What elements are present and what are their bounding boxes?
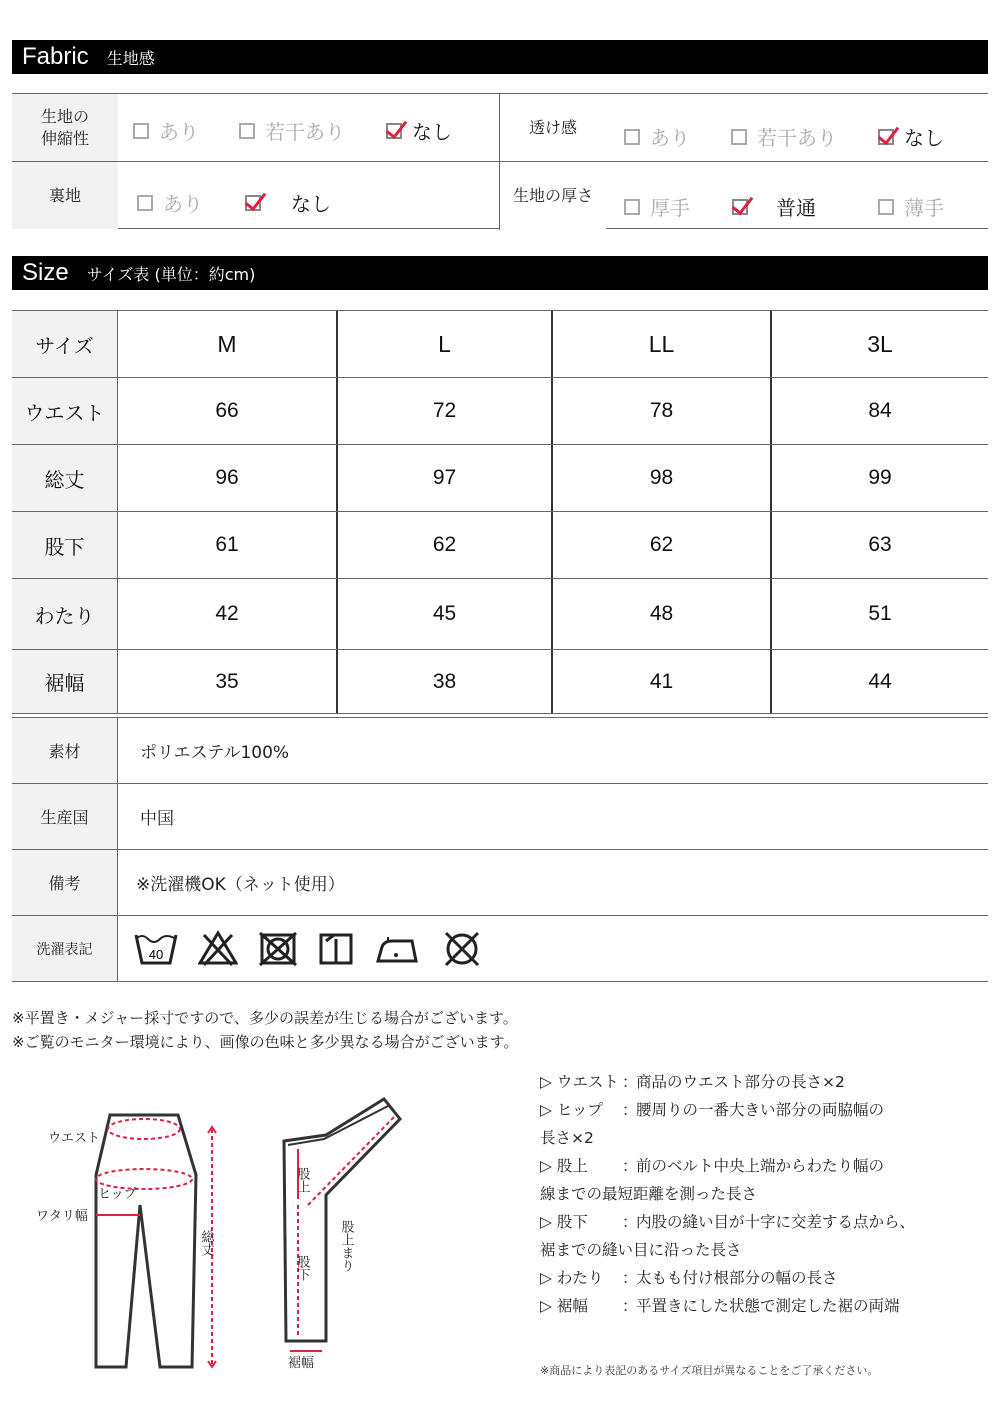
info-table bbox=[12, 717, 988, 982]
size-subtitle: サイズ表 (単位：約cm) bbox=[86, 264, 256, 284]
table-cell: 96 bbox=[118, 445, 338, 511]
thickness-label: 生地の厚さ bbox=[500, 162, 606, 229]
note-measure: ※平置き・メジャー採寸ですので、多少の誤差が生じる場合がございます。 bbox=[12, 1009, 518, 1027]
checkbox-icon bbox=[137, 195, 153, 211]
size-table bbox=[12, 310, 988, 714]
material-value: ポリエステル100% bbox=[140, 743, 290, 763]
checkbox-icon bbox=[624, 199, 640, 215]
diagram-rise-around-label: 股上まり bbox=[338, 1220, 354, 1272]
line-dry-icon bbox=[318, 929, 354, 969]
sheer-option-slight: 若干あり bbox=[731, 122, 837, 151]
fabric-title: Fabric bbox=[22, 43, 89, 70]
row-label-waist: ウエスト bbox=[12, 378, 118, 444]
diagram-hip-label: ヒップ bbox=[98, 1187, 137, 1202]
fabric-header-bar bbox=[12, 40, 988, 74]
table-row bbox=[12, 579, 988, 650]
list-item-cont: 裾までの縫い目に沿った長さ bbox=[540, 1241, 742, 1259]
size-ll: LL bbox=[553, 311, 772, 377]
thickness-option-thick: 厚手 bbox=[624, 192, 690, 221]
diagram-length-label: 総丈 bbox=[198, 1230, 214, 1256]
care-label: 洗濯表記 bbox=[12, 916, 118, 981]
checked-checkbox-icon bbox=[878, 129, 894, 145]
list-item-cont: 線までの最短距離を測った長さ bbox=[540, 1185, 758, 1203]
size-header-label: サイズ bbox=[12, 311, 118, 377]
checked-checkbox-icon bbox=[386, 123, 402, 139]
row-label-inseam: 股下 bbox=[12, 512, 118, 578]
list-item: ▷ 股上 ： 前のベルト中央上端からわたり幅の bbox=[540, 1152, 990, 1180]
diagram-rise-label: 股上 bbox=[294, 1167, 310, 1193]
diagram-hem-label: 裾幅 bbox=[288, 1356, 315, 1371]
table-cell: 66 bbox=[118, 378, 338, 444]
stretch-option-yes: あり bbox=[133, 116, 199, 145]
stretch-label: 生地の 伸縮性 bbox=[12, 94, 118, 161]
table-cell: 38 bbox=[338, 650, 553, 713]
table-row bbox=[12, 784, 988, 850]
lining-option-yes: あり bbox=[137, 188, 203, 217]
remarks-label: 備考 bbox=[12, 850, 118, 915]
pants-diagram bbox=[12, 1085, 412, 1375]
table-row bbox=[12, 512, 988, 579]
list-item: ▷ 股下 ： 内股の縫い目が十字に交差する点から、 bbox=[540, 1208, 990, 1236]
size-l: L bbox=[338, 311, 553, 377]
size-header-bar bbox=[12, 256, 988, 290]
checkbox-icon bbox=[878, 199, 894, 215]
table-cell: 51 bbox=[868, 602, 892, 625]
iron-low-icon bbox=[374, 929, 420, 969]
table-cell: 48 bbox=[553, 579, 772, 649]
material-label: 素材 bbox=[12, 718, 118, 783]
table-cell: 61 bbox=[118, 512, 338, 578]
lining-label: 裏地 bbox=[12, 162, 118, 229]
table-row bbox=[12, 718, 988, 784]
fabric-table bbox=[12, 93, 988, 229]
checkbox-icon bbox=[731, 129, 747, 145]
table-cell: 78 bbox=[553, 378, 772, 444]
checkbox-icon bbox=[239, 123, 255, 139]
stretch-option-no: なし bbox=[386, 116, 452, 145]
table-cell: 97 bbox=[338, 445, 553, 511]
no-tumble-dry-icon bbox=[258, 929, 298, 969]
thickness-option-thin: 薄手 bbox=[878, 192, 944, 221]
sheer-label: 透け感 bbox=[500, 94, 606, 161]
thickness-option-normal: 普通 bbox=[732, 192, 816, 221]
table-cell: 42 bbox=[118, 579, 338, 649]
wash-temp: 40 bbox=[148, 946, 164, 962]
no-dry-clean-icon bbox=[440, 929, 484, 969]
table-cell: 72 bbox=[338, 378, 553, 444]
diagram-waist-label: ウエスト bbox=[48, 1131, 101, 1146]
checkbox-icon bbox=[624, 129, 640, 145]
lining-option-no: なし bbox=[245, 188, 331, 217]
remarks-value: ※洗濯機OK（ネット使用） bbox=[136, 875, 345, 895]
table-cell: 98 bbox=[553, 445, 772, 511]
stretch-option-slight: 若干あり bbox=[239, 116, 345, 145]
table-cell: 35 bbox=[118, 650, 338, 713]
row-label-hem: 裾幅 bbox=[12, 650, 118, 713]
table-cell: 84 bbox=[868, 399, 892, 422]
size-title: Size bbox=[22, 259, 69, 286]
fabric-subtitle: 生地感 bbox=[106, 48, 155, 68]
table-row bbox=[12, 850, 988, 916]
row-label-length: 総丈 bbox=[12, 445, 118, 511]
list-item: ▷ わたり ： 太もも付け根部分の幅の長さ bbox=[540, 1264, 990, 1292]
size-3l: 3L bbox=[867, 330, 893, 357]
measurement-definitions bbox=[540, 1068, 990, 1320]
sheer-option-yes: あり bbox=[624, 122, 690, 151]
origin-label: 生産国 bbox=[12, 784, 118, 849]
checkbox-icon bbox=[133, 123, 149, 139]
table-row bbox=[12, 445, 988, 512]
checked-checkbox-icon bbox=[245, 195, 261, 211]
size-header-row bbox=[12, 311, 988, 378]
note-color: ※ご覧のモニター環境により、画像の色味と多少異なる場合がございます。 bbox=[12, 1033, 519, 1051]
wash-40-icon bbox=[134, 929, 178, 969]
list-item: ▷ ウエスト ： 商品のウエスト部分の長さ×2 bbox=[540, 1068, 990, 1096]
footnote: ※商品により表記のあるサイズ項目が異なることをご了承ください。 bbox=[540, 1364, 879, 1377]
list-item: ▷ 裾幅 ： 平置きにした状態で測定した裾の両端 bbox=[540, 1292, 990, 1320]
table-cell: 41 bbox=[553, 650, 772, 713]
table-row bbox=[12, 916, 988, 982]
list-item-cont: 長さ×2 bbox=[540, 1129, 594, 1147]
table-cell: 62 bbox=[338, 512, 553, 578]
diagram-thigh-label: ワタリ幅 bbox=[36, 1209, 88, 1224]
no-bleach-icon bbox=[198, 929, 238, 969]
table-cell: 62 bbox=[553, 512, 772, 578]
origin-value: 中国 bbox=[140, 809, 174, 829]
table-row bbox=[12, 378, 988, 445]
table-cell: 63 bbox=[868, 533, 892, 556]
table-cell: 99 bbox=[868, 466, 892, 489]
table-cell: 45 bbox=[338, 579, 553, 649]
diagram-inseam-label: 股下 bbox=[294, 1255, 310, 1281]
list-item: ▷ ヒップ ： 腰周りの一番大きい部分の両脇幅の bbox=[540, 1096, 990, 1124]
table-row bbox=[12, 650, 988, 714]
sheer-option-no: なし bbox=[878, 122, 944, 151]
table-cell: 44 bbox=[868, 669, 892, 693]
care-icons bbox=[118, 916, 484, 981]
row-label-thigh: わたり bbox=[12, 579, 118, 649]
size-m: M bbox=[118, 311, 338, 377]
checked-checkbox-icon bbox=[732, 199, 748, 215]
